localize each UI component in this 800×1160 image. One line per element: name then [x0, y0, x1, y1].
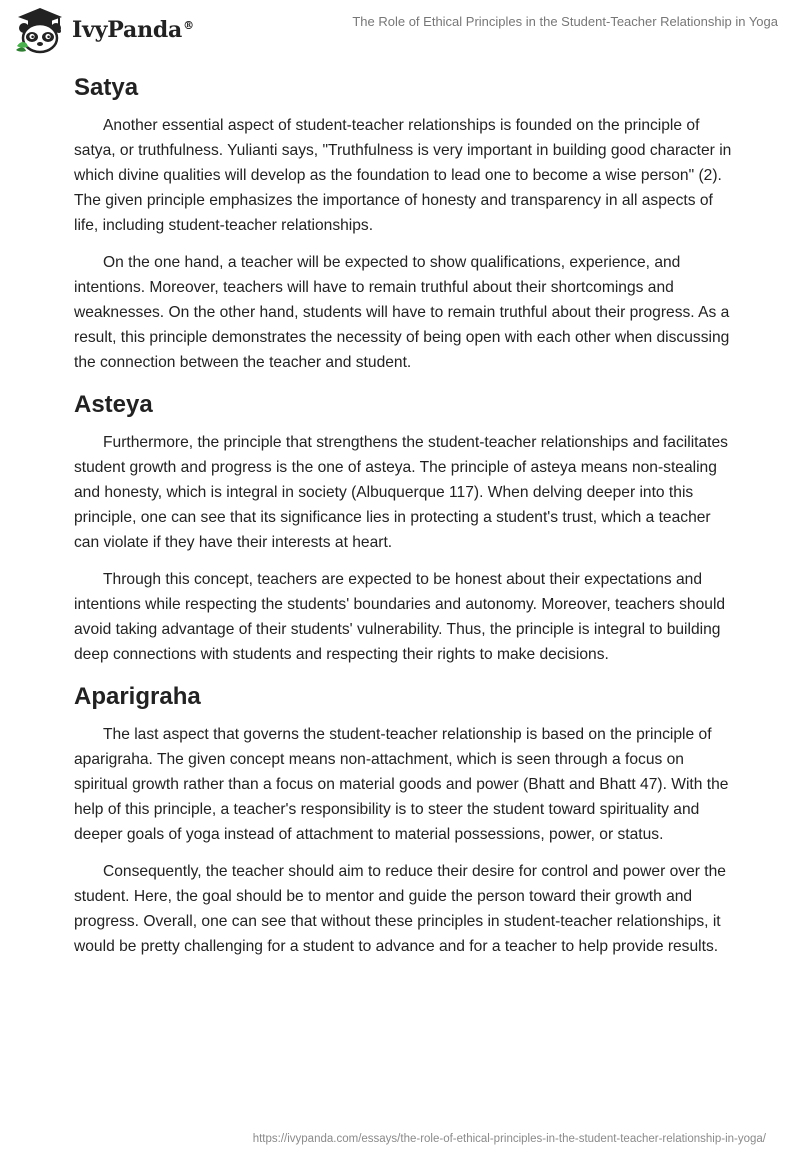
- ivypanda-logo[interactable]: [14, 6, 194, 54]
- paragraph: Consequently, the teacher should aim to reduce their desire for control and power over the student. Here, the goal should be to mentor and guide the person toward their growth and progress. Overall, one can see that without these principles in student-teacher relationships, it would be pretty challenging for a student to advance and for a teacher to help provide results.: [74, 863, 726, 955]
- section-asteya: [74, 387, 734, 667]
- section-heading: Aparigraha: [74, 683, 201, 710]
- registered-mark: ®: [183, 18, 194, 32]
- source-url-link[interactable]: https://ivypanda.com/essays/the-role-of-ethical-principles-in-the-student-teacher-relationship-in-yoga/: [252, 1133, 766, 1145]
- paragraph: Furthermore, the principle that strengthens the student-teacher relationships and facilitates student growth and progress is the one of asteya. The principle of asteya means non-stealing and honesty, which is integral in society (Albuquerque 117). When delving deeper into this principle, one can see that its significance lies in protecting a student's trust, which a teacher can violate if they have their interests at heart.: [74, 434, 728, 551]
- section-aparigraha: [74, 679, 734, 959]
- page-header: [0, 0, 800, 62]
- section-satya: [74, 70, 734, 375]
- paragraph: Another essential aspect of student-teacher relationships is founded on the principle of satya, or truthfulness. Yulianti says, "Truthfulness is very important in building good character in which divine qualities will develop as the foundation to lead one to become a wise person" (2). The given principle emphasizes the importance of honesty and transparency in all aspects of life, including student-teacher relationships.: [74, 117, 732, 234]
- panda-graduate-icon: [14, 6, 66, 54]
- paragraph: On the one hand, a teacher will be expected to show qualifications, experience, and intentions. Moreover, teachers will have to remain truthful about their shortcomings and weaknesses. On the other hand, students will have to remain truthful about their progress. As a result, this principle demonstrates the necessity of being open with each other when discussing the connection between the teacher and student.: [74, 254, 730, 371]
- paragraph: The last aspect that governs the student-teacher relationship is based on the principle of aparigraha. The given concept means non-attachment, which is seen through a focus on spiritual growth rather than a focus on material goods and power (Bhatt and Bhatt 47). With the help of this principle, a teacher's responsibility is to steer the student toward spirituality and deeper goals of yoga instead of attachment to material possessions, power, or status.: [74, 726, 729, 843]
- section-heading: Satya: [74, 74, 139, 101]
- logo-wordmark: IvyPanda®: [72, 17, 194, 43]
- essay-body: [74, 70, 734, 971]
- document-title: The Role of Ethical Principles in the Student-Teacher Relationship in Yoga: [352, 14, 778, 29]
- paragraph: Through this concept, teachers are expected to be honest about their expectations and intentions while respecting the students' boundaries and autonomy. Moreover, teachers should avoid taking advantage of their students' vulnerability. Thus, the principle is integral to building deep connections with students and respecting their rights to make decisions.: [74, 571, 726, 663]
- section-heading: Asteya: [74, 391, 153, 418]
